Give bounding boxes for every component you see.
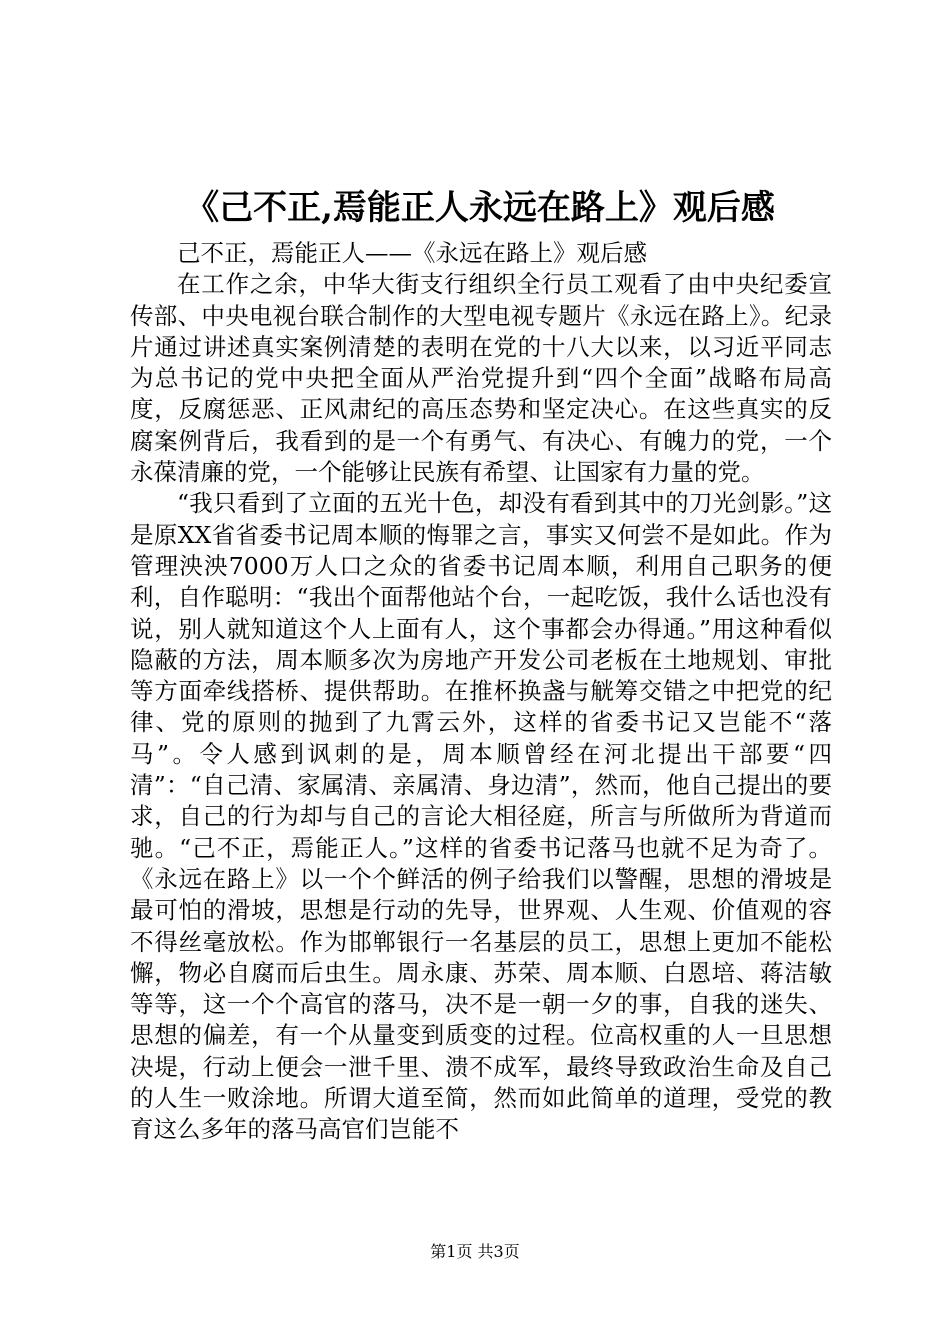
page-indicator: 第1页 共3页 xyxy=(430,1242,520,1261)
page-title: 《己不正,焉能正人永远在路上》观后感 xyxy=(185,188,775,228)
body-paragraph: 在工作之余，中华大街支行组织全行员工观看了由中央纪委宣传部、中央电视台联合制作的大型电视专题片《永远在路上》。纪录片通过讲述真实案例清楚的表明在党的十八大以来，以习近平同志为总书记的党中央把全面从严治党提升到“四个全面”战略布局高度，反腐惩恶、正风肃纪的高压态势和坚定决心。在这些真实的反腐案例背后，我看到的是一个有勇气、有决心、有魄力的党，一个永葆清廉的党，一个能够让民族有希望、让国家有力量的党。 xyxy=(130,270,832,487)
body-paragraph: “我只看到了立面的五光十色，却没有看到其中的刀光剑影。”这是原XX省省委书记周本顺的悔罪之言，事实又何尝不是如此。作为管理泱泱7000万人口之众的省委书记周本顺，利用自己职务的便利，自作聪明：“我出个面帮他站个台，一起吃饭，我什么话也没有说，别人就知道这个人上面有人，这个事都会办得通。”用这种看似隐蔽的方法，周本顺多次为房地产开发公司老板在土地规划、审批等方面牵线搭桥、提供帮助。在推杯换盏与觥筹交错之中把党的纪律、党的原则的抛到了九霄云外，这样的省委书记又岂能不“落马”。令人感到讽刺的是，周本顺曾经在河北提出干部要“四清”：“自己清、家属清、亲属清、身边清”，然而，他自己提出的要求，自己的行为却与自己的言论大相径庭，所言与所做所为背道而驰。“己不正，焉能正人。”这样的省委书记落马也就不足为奇了。《永远在路上》以一个个鲜活的例子给我们以警醒，思想的滑坡是最可怕的滑坡，思想是行动的先导，世界观、人生观、价值观的容不得丝毫放松。作为邯郸银行一名基层的员工，思想上更加不能松懈，物必自腐而后虫生。周永康、苏荣、周本顺、白恩培、蒋洁敏等等，这一个个高官的落马，决不是一朝一夕的事，自我的迷失、思想的偏差，有一个从量变到质变的过程。位高权重的人一旦思想决堤，行动上便会一泄千里、溃不成军，最终导致政治生命及自己的人生一败涂地。所谓大道至简，然而如此简单的道理，受党的教育这么多年的落马高官们岂能不 xyxy=(130,489,832,1144)
document-body xyxy=(130,238,832,1146)
subtitle-paragraph: 己不正，焉能正人——《永远在路上》观后感 xyxy=(177,239,647,267)
